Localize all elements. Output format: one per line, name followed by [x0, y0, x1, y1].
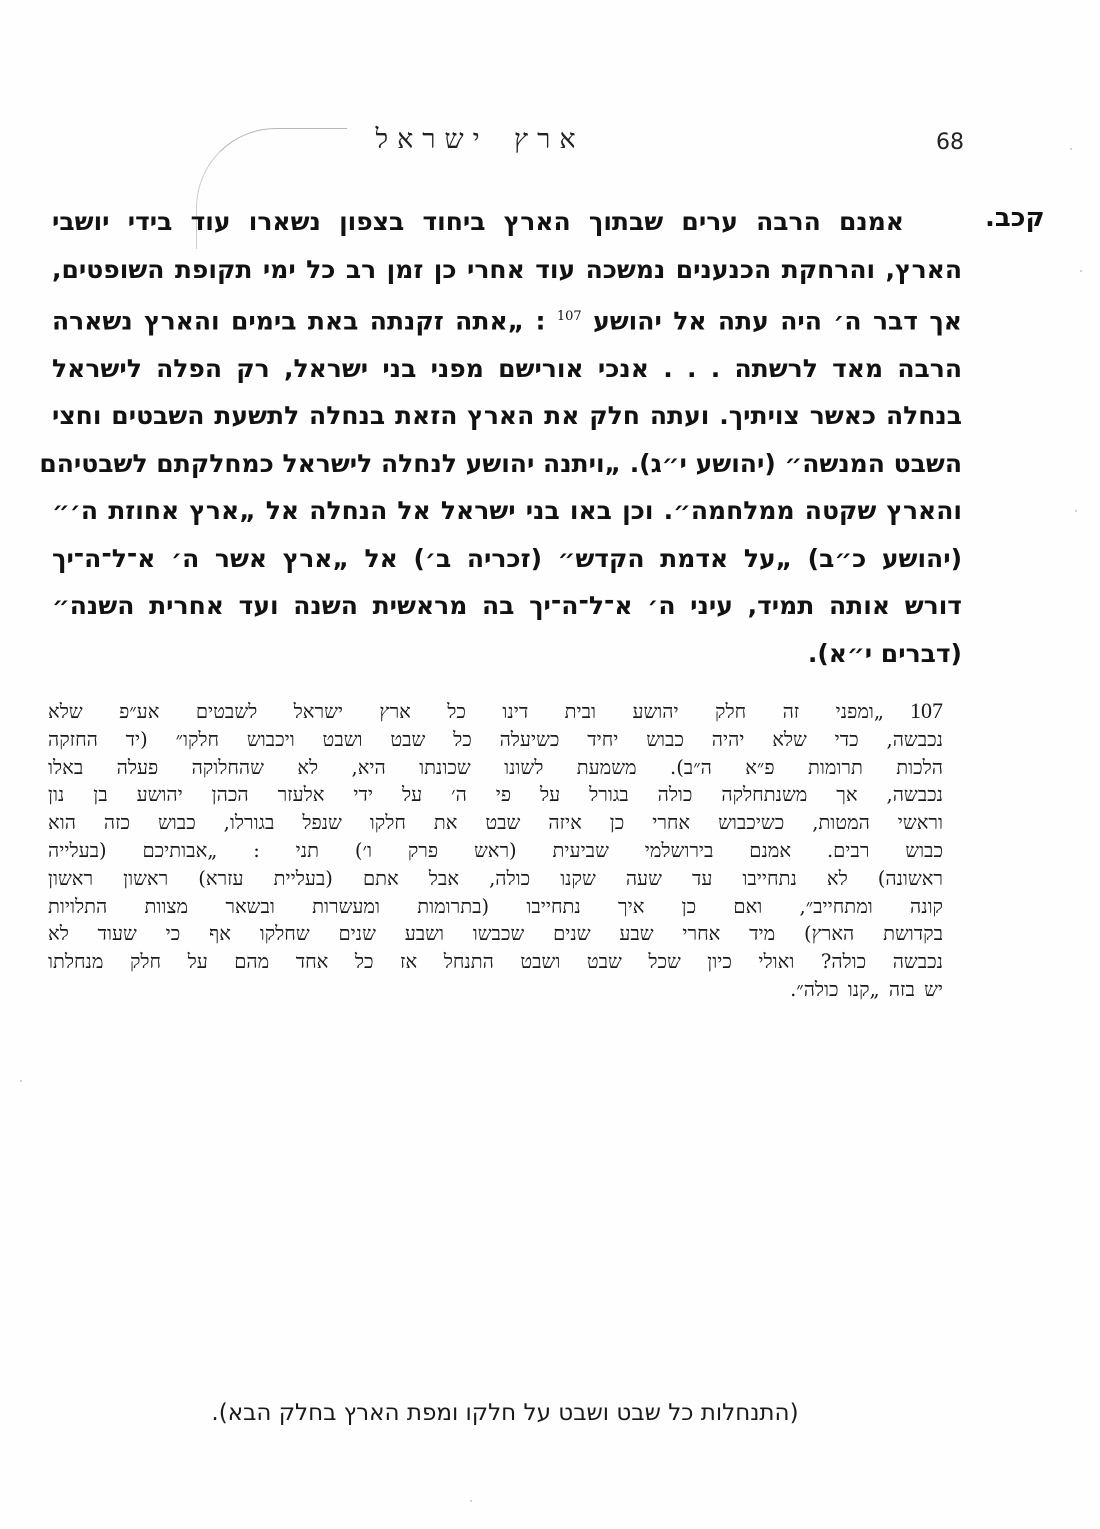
scan-speck	[20, 1080, 22, 1082]
scan-speck	[470, 1500, 472, 1502]
paragraph-line: השבט המנשה״ (יהושע י״ג). „ויתנה יהושע לנחלה לישראל כמחלקתם לשבטיהם	[39, 448, 962, 478]
paragraph-line: דורש אותה תמיד, עיני ה׳ א־ל־ה־יך בה מראשית השנה ועד אחרית השנה״	[52, 591, 962, 621]
closing-note: (התנחלות כל שבט ושבט על חלקו ומפת הארץ בחלק הבא).	[211, 1400, 799, 1426]
paragraph-line: והארץ שקטה ממלחמה״. וכן באו בני ישראל אל הנחלה אל „ארץ אחוזת ה׳״	[52, 496, 962, 526]
paragraph-line: הארץ, והרחקת הכנענים נמשכה עוד אחרי כן זמן רב כל ימי תקופת השופטים,	[52, 254, 962, 284]
scan-speck	[1080, 270, 1082, 272]
footnote-line: ראשונה) לא נתחייבו עד שעה שקנו כולה, אבל אתם (בעליית עזרא) ראשון ראשון	[48, 866, 943, 890]
footnote-line: נכבשה, כדי שלא יהיה כבוש יחיד כשיעלה כל שבט ושבט ויכבוש חלקו״ (יד החזקה	[48, 727, 943, 751]
footnote-number: 107	[910, 698, 943, 723]
footnote-line: הלכות תרומות פ״א ה״ב). משמעת לשונו שכונתו היא, לא שהחלוקה פעלה באלו	[48, 755, 943, 779]
paragraph-line: אמנם הרבה ערים שבתוך הארץ ביחוד בצפון נשארו עוד בידי יושבי	[52, 207, 904, 236]
footnote-reference[interactable]: 107	[556, 309, 582, 324]
running-title: ארץ ישראל	[375, 124, 585, 155]
paragraph-line-with-footnote	[52, 293, 962, 345]
paragraph-line: (יהושע כ״ב) „על אדמת הקדש״ (זכריה ב׳) אל „ארץ אשר ה׳ א־ל־ה־יך	[52, 543, 962, 573]
footnote-line: בקדושת הארץ) מיד אחרי שבע שנים שכבשו ושבע שנים שחלקו אף כי שעוד לא	[48, 922, 943, 946]
paragraph-line: בנחלה כאשר צויתיך. ועתה חלק את הארץ הזאת בנחלה לתשעת השבטים וחצי	[52, 401, 962, 431]
paragraph-line-start: אך דבר ה׳ היה עתה אל יהושע	[593, 306, 962, 336]
section-number: קכב.	[985, 203, 1045, 233]
footnote-107	[48, 697, 943, 1004]
paragraph-line-end: : „אתה זקנתה באת בימים והארץ נשארה	[52, 306, 546, 336]
footnote-line: כבוש רבים. אמנם בירושלמי שביעית (ראש פרק ו׳) תני : „אבותיכם (בעלייה	[48, 838, 943, 862]
footnote-line: נכבשה כולה? ואולי כיון שכל שבט ושבט התנחל אז כל אחד מהם על חלק מנחלתו	[48, 950, 943, 974]
footnote-line: 107„ומפני זה חלק יהושע ובית דינו כל ארץ ישראל לשבטים אע״פ שלא	[48, 698, 943, 723]
footnote-line: נכבשה, אך משנתחלקה כולה בגורל על פי ה׳ על ידי אלעזר הכהן יהושע בן נון	[48, 783, 943, 807]
page-number: 68	[936, 130, 964, 155]
scan-speck	[1075, 510, 1077, 512]
footnote-line: יש בזה „קנו כולה״.	[790, 977, 943, 1001]
footnote-line: וראשי המטות, כשיכבוש אחרי כן איזה שבט את חלקו שנפל בגורלו, כבוש כזה הוא	[48, 811, 943, 835]
paragraph-line: הרבה מאד לרשתה . . . אנכי אורישם מפני בני ישראל, רק הפלה לישראל	[52, 353, 962, 383]
page-header	[0, 124, 1100, 164]
paragraph-line: (דברים י״א).	[807, 638, 962, 668]
main-paragraph	[39, 198, 962, 677]
footnote-line: קונה ומתחייב״, ואם כן איך נתחייבו (בתרומות ומעשרות ובשאר מצוות התלויות	[48, 894, 943, 918]
scan-speck	[1070, 148, 1072, 150]
